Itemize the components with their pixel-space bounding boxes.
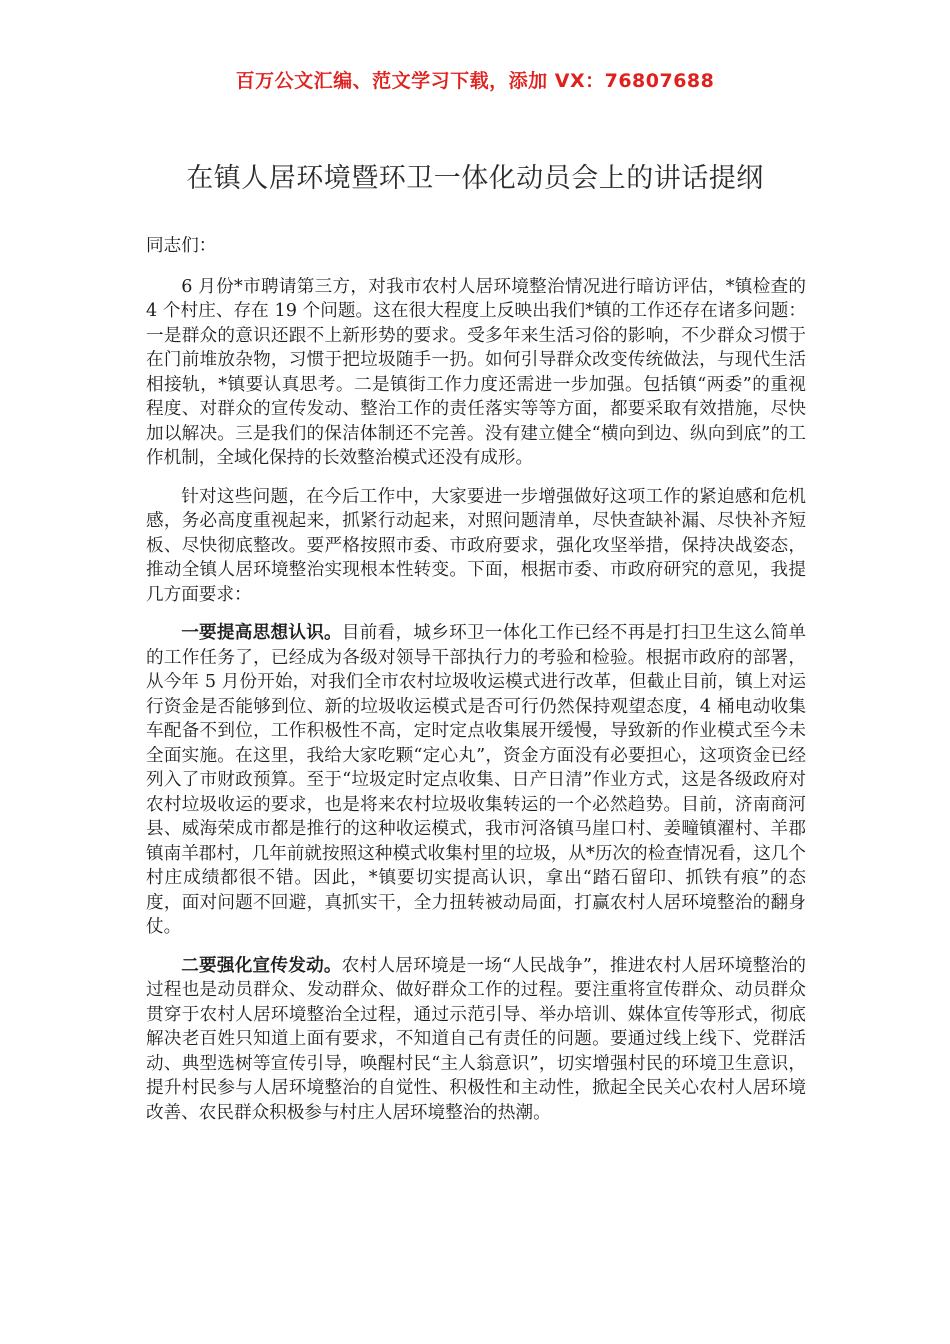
paragraph-3-lead: 一要提高思想认识。 [181,623,342,643]
paragraph-3 [146,621,806,940]
paragraph-3-text: 目前看，城乡环卫一体化工作已经不再是打扫卫生这么简单的工作任务了，已经成为各级对领导干部执行力的考验和检验。根据市政府的部署，从今年 5 月份开始，对我们全市农村垃圾收运模式进行改革，但截止目前，镇上对运行资金是否能够到位、新的垃圾收运模式是否可行仍然保持观望态度，4 桶电动收集车配备不到位，工作积极性不高，定时定点收集展开缓慢，导致新的作业模式至今未全面实施。在这里，我给大家吃颗“定心丸”，资金方面没有必要担心，这项资金已经列入了市财政预算。至于“垃圾定时定点收集、日产日清”作业方式，这是各级政府对农村垃圾收运的要求，也是将来农村垃圾收集转运的一个必然趋势。目前，济南商河县、威海荣成市都是推行的这种收运模式，我市河洛镇马崖口村、姜疃镇濯村、羊郡镇南羊郡村，几年前就按照这种模式收集村里的垃圾，从*历次的检查情况看，这几个村庄成绩都很不错。因此，*镇要切实提高认识，拿出“踏石留印、抓铁有痕”的态度，面对问题不回避，真抓实干，全力扭转被动局面，打赢农村人居环境整治的翻身仗。 [146,623,806,937]
paragraph-4-lead: 二要强化宣传发动。 [181,955,342,976]
paragraph-4 [146,954,806,1126]
greeting: 同志们： [146,236,217,256]
paragraph-4-text: 农村人居环境是一场“人民战争”，推进农村人居环境整治的过程也是动员群众、发动群众、做好群众工作的过程。要注重将宣传群众、动员群众贯穿于农村人居环境整治全过程，通过示范引导、举办培训、媒体宣传等形式，彻底解决老百姓只知道上面有要求，不知道自己有责任的问题。要通过线上线下、党群活动、典型选树等宣传引导，唤醒村民“主人翁意识”，切实增强村民的环境卫生意识，提升村民参与人居环境整治的自觉性、积极性和主动性，掀起全民关心农村人居环境改善、农民群众积极参与村庄人居环境整治的热潮。 [146,955,806,1123]
paragraph-1 [146,275,806,471]
paragraph-2-text: 针对这些问题，在今后工作中，大家要进一步增强做好这项工作的紧迫感和危机感，务必高度重视起来，抓紧行动起来，对照问题清单，尽快查缺补漏、尽快补齐短板、尽快彻底整改。要严格按照市委、市政府要求，强化攻坚举措，保持决战姿态，推动全镇人居环境整治实现根本性转变。下面，根据市委、市政府研究的意见，我提几方面要求： [146,486,806,605]
document-body [146,234,806,1139]
document-title: 在镇人居环境暨环卫一体化动员会上的讲话提纲 [186,163,764,194]
paragraph-2 [146,485,806,608]
watermark-banner: 百万公文汇编、范文学习下载，添加 VX：76807688 [235,70,715,92]
paragraph-1-text: 6 月份*市聘请第三方，对我市农村人居环境整治情况进行暗访评估，*镇检查的 4 个村庄、存在 19 个问题。这在很大程度上反映出我们*镇的工作还存在诸多问题：一是群众的意识还跟不上新形势的要求。受多年来生活习俗的影响，不少群众习惯于在门前堆放杂物，习惯于把垃圾随手一扔。如何引导群众改变传统做法，与现代生活相接轨，*镇要认真思考。二是镇街工作力度还需进一步加强。包括镇“两委”的重视程度、对群众的宣传发动、整治工作的责任落实等等方面，都要采取有效措施，尽快加以解决。三是我们的保洁体制还不完善。没有建立健全“横向到边、纵向到底”的工作机制，全域化保持的长效整治模式还没有成形。 [146,276,806,468]
